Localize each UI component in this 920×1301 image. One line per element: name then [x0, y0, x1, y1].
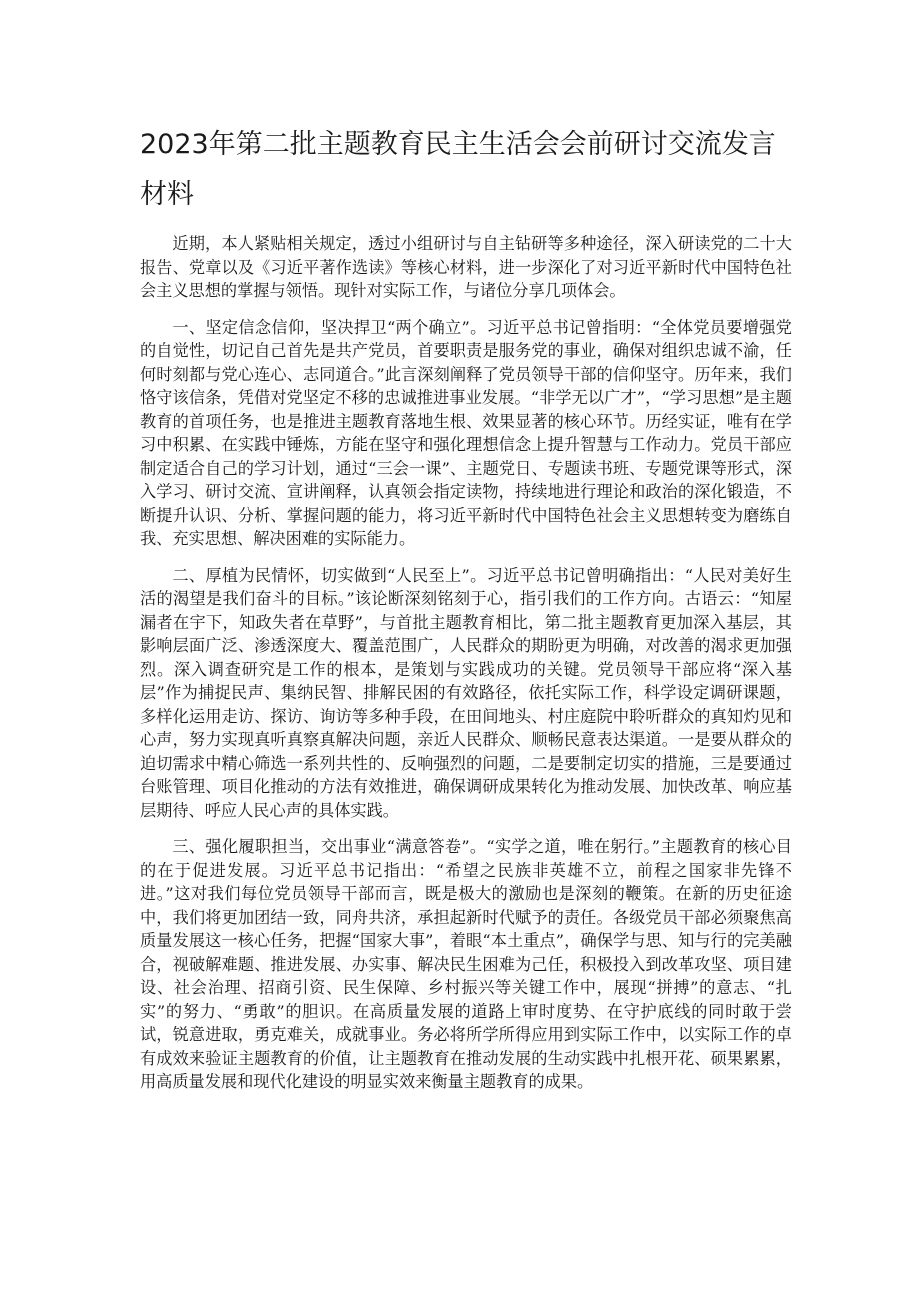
paragraph-section-3: 三、强化履职担当，交出事业“满意答卷”。“实学之道，唯在躬行。”主题教育的核心目的在于促进发展。习近平总书记指出：“希望之民族非英雄不立，前程之国家非先锋不进。”这对我们每位党员领导干部而言，既是极大的激励也是深刻的鞭策。在新的历史征途中，我们将更加团结一致，同舟共济，承担起新时代赋予的责任。各级党员干部必须聚焦高质量发展这一核心任务，把握“国家大事”，着眼“本土重点”，确保学与思、知与行的完美融合，视破解难题、推进发展、办实事、解决民生困难为己任，积极投入到改革攻坚、项目建设、社会治理、招商引资、民生保障、乡村振兴等关键工作中，展现“拼搏”的意志、“扎实”的努力、“勇敢”的胆识。在高质量发展的道路上审时度势、在守护底线的同时敢于尝试，锐意进取，勇克难关，成就事业。务必将所学所得应用到实际工作中，以实际工作的卓有成效来验证主题教育的价值，让主题教育在推动发展的生动实践中扎根开花、硕果累累，用高质量发展和现代化建设的明显实效来衡量主题教育的成果。 [140, 837, 792, 1091]
document-title: 2023年第二批主题教育民主生活会会前研讨交流发言材料 [140, 129, 776, 210]
paragraph-intro: 近期，本人紧贴相关规定，透过小组研讨与自主钻研等多种途径，深入研读党的二十大报告、党章以及《习近平著作选读》等核心材料，进一步深化了对习近平新时代中国特色社会主义思想的掌握与领悟。现针对实际工作，与诸位分享几项体会。 [140, 234, 792, 300]
document-body [140, 232, 792, 1107]
paragraph-section-1: 一、坚定信念信仰，坚决捍卫“两个确立”。习近平总书记曾指明：“全体党员要增强党的自觉性，切记自己首先是共产党员，首要职责是服务党的事业，确保对组织忠诚不渝，任何时刻都与党心连心、志同道合。”此言深刻阐释了党员领导干部的信仰坚守。历年来，我们恪守该信条，凭借对党坚定不移的忠诚推进事业发展。“非学无以广才”，“学习思想”是主题教育的首项任务，也是推进主题教育落地生根、效果显著的核心环节。历经实证，唯有在学习中积累、在实践中锤炼，方能在坚守和强化理想信念上提升智慧与工作动力。党员干部应制定适合自己的学习计划，通过“三会一课”、主题党日、专题读书班、专题党课等形式，深入学习、研讨交流、宣讲阐释，认真领会指定读物，持续地进行理论和政治的深化锻造，不断提升认识、分析、掌握问题的能力，将习近平新时代中国特色社会主义思想转变为磨练自我、充实思想、解决困难的实际能力。 [140, 317, 792, 548]
paragraph-section-2: 二、厚植为民情怀，切实做到“人民至上”。习近平总书记曾明确指出：“人民对美好生活的渴望是我们奋斗的目标。”该论断深刻铭刻于心，指引我们的工作方向。古语云：“知屋漏者在宇下，知政失者在草野”，与首批主题教育相比，第二批主题教育更加深入基层，其影响层面广泛、渗透深度大、覆盖范围广，人民群众的期盼更为明确，对改善的渴求更加强烈。深入调查研究是工作的根本，是策划与实践成功的关键。党员领导干部应将“深入基层”作为捕捉民声、集纳民智、排解民困的有效路径，依托实际工作，科学设定调研课题，多样化运用走访、探访、询访等多种手段，在田间地头、村庄庭院中聆听群众的真知灼见和心声，努力实现真听真察真解决问题，亲近人民群众、顺畅民意表达渠道。一是要从群众的迫切需求中精心筛选一系列共性的、反响强烈的问题，二是要制定切实的措施，三是要通过台账管理、项目化推动的方法有效推进，确保调研成果转化为推动发展、加快改革、响应基层期待、呼应人民心声的具体实践。 [140, 565, 792, 820]
